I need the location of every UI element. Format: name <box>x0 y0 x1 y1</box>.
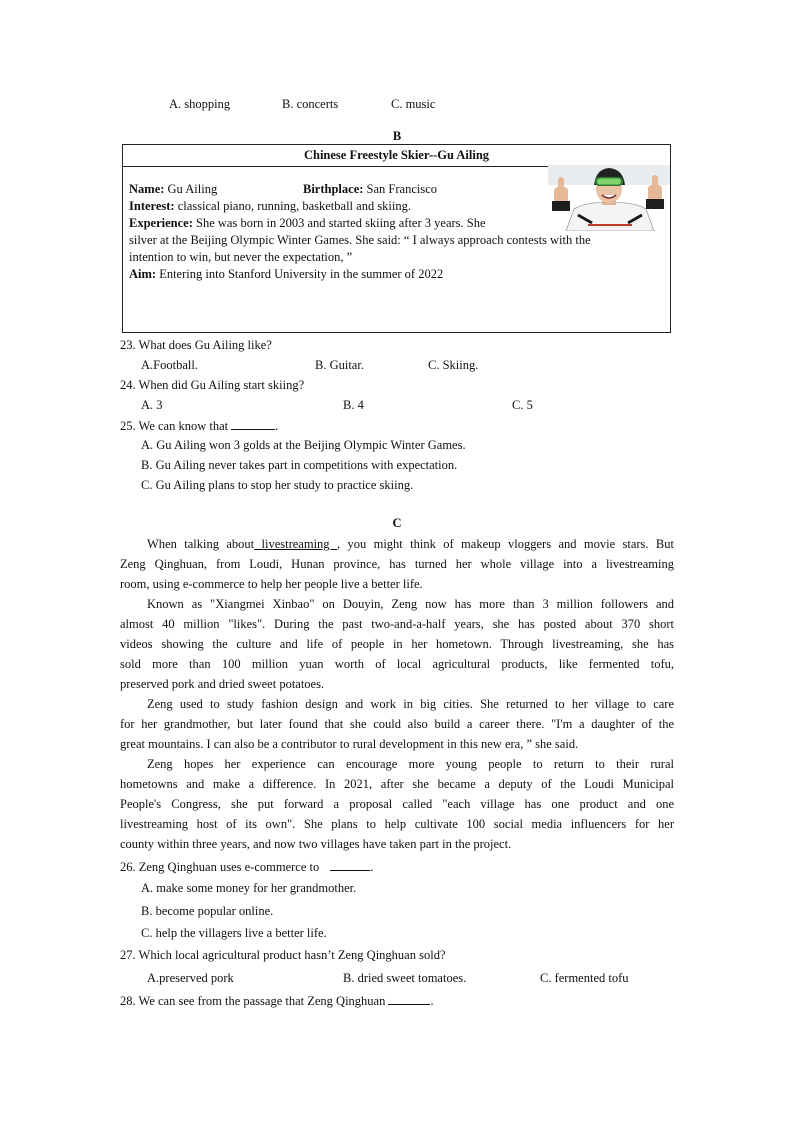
profile-interest-row <box>129 198 667 215</box>
q22-option-c: C. music <box>391 97 436 111</box>
p4-line-1: Zeng hopes her experience can encourage more young people to return to their rural <box>147 757 674 771</box>
aim-value: Entering into Stanford University in the summer of 2022 <box>156 267 444 281</box>
q27-option-b[interactable]: B. dried sweet tomatoes. <box>343 971 467 985</box>
underlined-word-livestreaming: livestreaming <box>254 537 337 551</box>
name-label: Name: <box>129 182 165 196</box>
q27-option-a[interactable]: A.preserved pork <box>147 971 234 985</box>
profile-name-row <box>129 181 667 198</box>
q26-option-b[interactable]: B. become popular online. <box>141 904 274 918</box>
p1-line-2: Zeng Qinghuan, from Loudi, Hunan province, has turned her whole village into a livestreaming <box>120 557 674 571</box>
q25-option-b[interactable]: B. Gu Ailing never takes part in competitions with expectation. <box>141 458 458 472</box>
profile-card-title: Chinese Freestyle Skier--Gu Ailing <box>123 145 670 167</box>
question-26-stem-wrap: 26. Zeng Qinghuan uses e-commerce to . <box>120 856 374 877</box>
q23-option-b[interactable]: B. Guitar. <box>315 358 364 372</box>
p2-line-5: preserved pork and dried sweet potatoes. <box>120 677 325 691</box>
section-c-heading: C <box>392 516 402 530</box>
question-26-stem: 26. Zeng Qinghuan uses e-commerce to <box>120 860 320 874</box>
q22-option-b: B. concerts <box>282 97 339 111</box>
profile-experience-row <box>129 215 667 232</box>
q25-option-a[interactable]: A. Gu Ailing won 3 golds at the Beijing Olympic Winter Games. <box>141 438 466 452</box>
profile-card-body <box>129 181 667 283</box>
p3-line-2: for her grandmother, but later found that she could also build a career there. "I'm a daughter of the <box>120 717 674 731</box>
q24-option-c[interactable]: C. 5 <box>512 398 533 412</box>
q26-option-c[interactable]: C. help the villagers live a better life. <box>141 926 327 940</box>
q25-option-c[interactable]: C. Gu Ailing plans to stop her study to practice skiing. <box>141 478 414 492</box>
q27-option-c[interactable]: C. fermented tofu <box>540 971 629 985</box>
p2-line-3: videos showing the culture and life of people in her hometown. Through livestreaming, she has <box>120 637 674 651</box>
birthplace-label: Birthplace: <box>303 182 364 196</box>
question-25-stem: 25. We can know that <box>120 419 229 433</box>
question-28-blank[interactable] <box>388 990 430 1005</box>
p1-text-a: When talking about <box>147 537 255 551</box>
q22-option-a: A. shopping <box>169 97 231 111</box>
birthplace-value: San Francisco <box>363 182 438 196</box>
q23-option-c[interactable]: C. Skiing. <box>428 358 479 372</box>
experience-line-3: intention to win, but never the expectation, ” <box>129 250 353 264</box>
question-25-stem-wrap: 25. We can know that . <box>120 415 278 436</box>
q26-option-a[interactable]: A. make some money for her grandmother. <box>141 881 357 895</box>
p4-line-4: livestreaming host of its own". She plans to help cultivate 100 social media influencers for her <box>120 817 674 831</box>
q24-option-a[interactable]: A. 3 <box>141 398 163 412</box>
q23-option-a[interactable]: A.Football. <box>141 358 198 372</box>
experience-label: Experience: <box>129 216 193 230</box>
question-27-stem: 27. Which local agricultural product hasn’t Zeng Qinghuan sold? <box>120 948 446 962</box>
birthplace-field <box>303 181 437 198</box>
p1-line-1 <box>120 534 674 554</box>
experience-line-1: She was born in 2003 and started skiing after 3 years. She <box>192 216 486 230</box>
question-28-stem-wrap: 28. We can see from the passage that Zeng Qinghuan . <box>120 990 434 1011</box>
p1-text-b: , you might think of makeup vloggers and movie stars. But <box>336 537 674 551</box>
interest-value: classical piano, running, basketball and skiing. <box>174 199 412 213</box>
p2-line-1: Known as "Xiangmei Xinbao" on Douyin, Zeng now has more than 3 million followers and <box>147 597 674 611</box>
p3-line-3: great mountains. I can also be a contributor to rural development in this new era, ” she said. <box>120 737 579 751</box>
name-value: Gu Ailing <box>164 182 218 196</box>
profile-aim-row <box>129 266 667 283</box>
p4-line-2: hometowns and make a difference. In 2021, after she became a deputy of the Loudi Municipal <box>120 777 674 791</box>
question-28-stem: 28. We can see from the passage that Zeng Qinghuan <box>120 994 386 1008</box>
experience-line-2: silver at the Beijing Olympic Winter Games. She said: “ I always approach contests with the <box>129 233 591 247</box>
p3-line-1: Zeng used to study fashion design and work in big cities. She returned to her village to care <box>147 697 674 711</box>
p2-line-4: sold more than 100 million yuan worth of local agricultural products, like fermented tofu, <box>120 657 674 671</box>
passage-c <box>120 534 674 854</box>
question-26-blank[interactable] <box>330 856 370 871</box>
q24-option-b[interactable]: B. 4 <box>343 398 364 412</box>
question-23-stem: 23. What does Gu Ailing like? <box>120 338 272 352</box>
section-b-heading: B <box>392 129 402 143</box>
p2-line-2: almost 40 million "likes". During the past two-and-a-half years, she has posted about 370 short <box>120 617 674 631</box>
p4-line-3: People's Congress, she put forward a proposal called "each village has one product and one <box>120 797 674 811</box>
question-25-blank[interactable] <box>231 415 275 430</box>
aim-label: Aim: <box>129 267 157 281</box>
interest-label: Interest: <box>129 199 175 213</box>
question-24-stem: 24. When did Gu Ailing start skiing? <box>120 378 305 392</box>
p4-line-5: county within three years, and now two villages have taken part in the project. <box>120 837 512 851</box>
p1-line-3: room, using e-commerce to help her people live a better life. <box>120 577 423 591</box>
